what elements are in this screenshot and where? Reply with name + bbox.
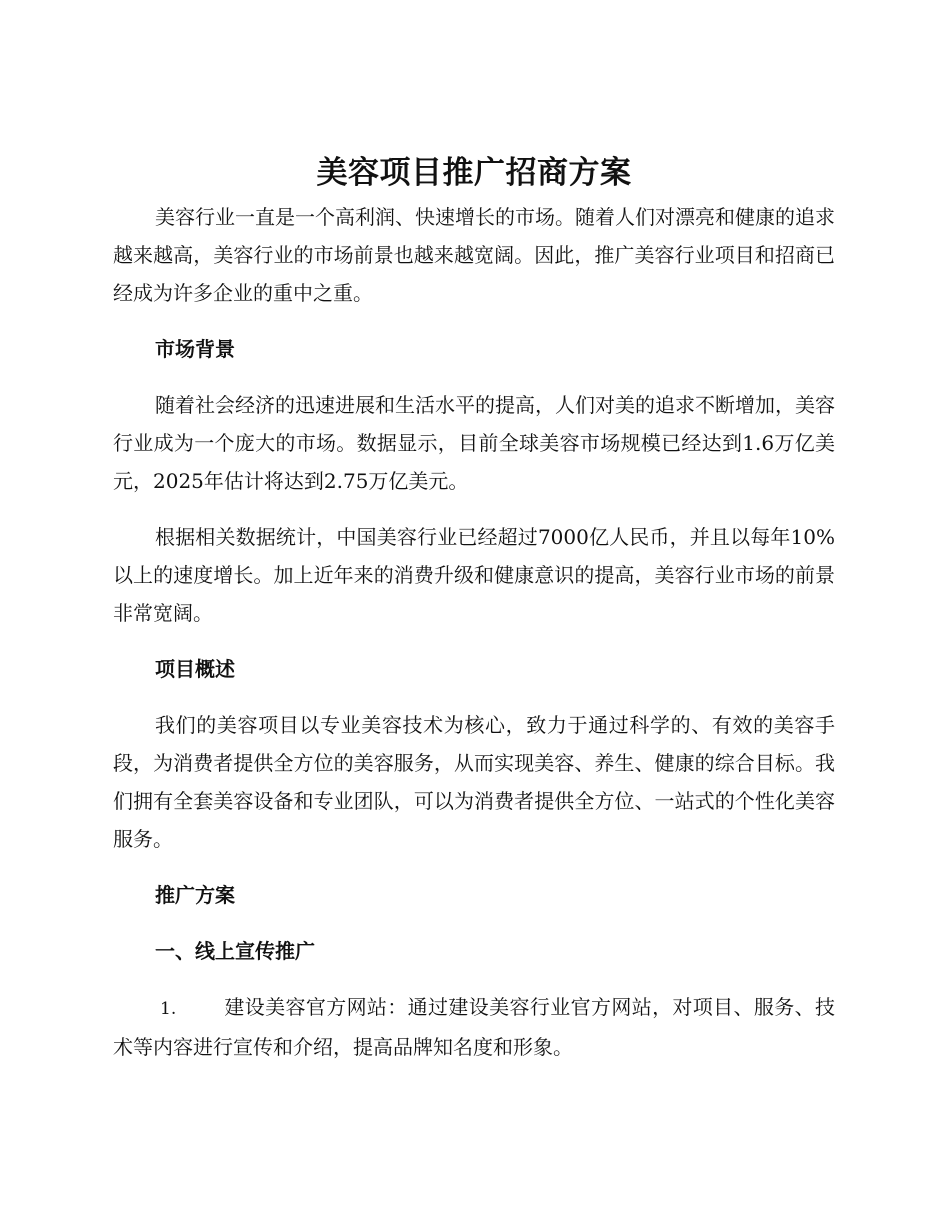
list-item xyxy=(113,988,835,1066)
spacer xyxy=(113,368,835,386)
document-body xyxy=(113,148,835,1066)
market-paragraph-2: 根据相关数据统计，中国美容行业已经超过7000亿人民币，并且以每年10%以上的速度增长。加上近年来的消费升级和健康意识的提高，美容行业市场的前景非常宽阔。 xyxy=(113,525,835,625)
document-title: 美容项目推广招商方案 xyxy=(316,155,632,191)
subsection-heading-online: 一、线上宣传推广 xyxy=(155,939,315,963)
spacer xyxy=(113,312,835,330)
section-heading-promotion: 推广方案 xyxy=(155,883,235,907)
section-heading-market: 市场背景 xyxy=(155,337,235,361)
intro-paragraph: 美容行业一直是一个高利润、快速增长的市场。随着人们对漂亮和健康的追求越来越高，美容行业的市场前景也越来越宽阔。因此，推广美容行业项目和招商已经成为许多企业的重中之重。 xyxy=(113,205,835,305)
spacer xyxy=(113,688,835,706)
spacer xyxy=(113,858,835,876)
list-item-number: 1. xyxy=(160,999,177,1019)
spacer xyxy=(113,914,835,932)
spacer xyxy=(113,500,835,518)
spacer xyxy=(113,632,835,650)
overview-paragraph: 我们的美容项目以专业美容技术为核心，致力于通过科学的、有效的美容手段，为消费者提供全方位的美容服务，从而实现美容、养生、健康的综合目标。我们拥有全套美容设备和专业团队，可以为消费者提供全方位、一站式的个性化美容服务。 xyxy=(113,713,835,851)
list-item-text: 建设美容官方网站：通过建设美容行业官方网站，对项目、服务、技术等内容进行宣传和介绍，提高品牌知名度和形象。 xyxy=(113,995,835,1059)
spacer xyxy=(113,970,835,988)
section-heading-overview: 项目概述 xyxy=(155,657,235,681)
market-paragraph-1: 随着社会经济的迅速进展和生活水平的提高，人们对美的追求不断增加，美容行业成为一个庞大的市场。数据显示，目前全球美容市场规模已经达到1.6万亿美元，2025年估计将达到2.75万亿美元。 xyxy=(113,393,835,493)
